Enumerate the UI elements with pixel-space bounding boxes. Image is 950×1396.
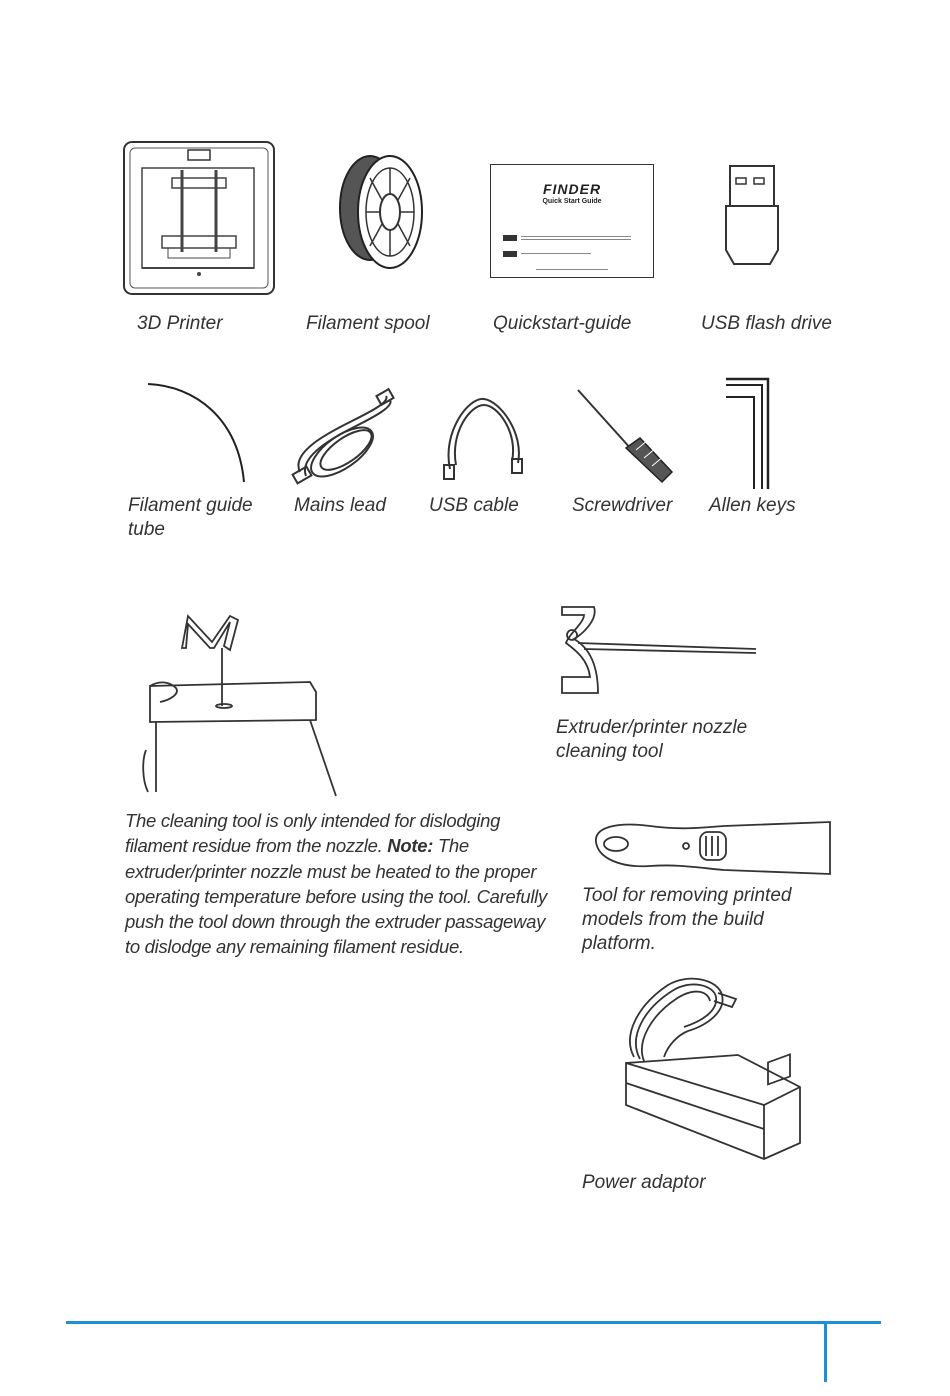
- label-usb-flash-drive: USB flash drive: [701, 313, 832, 334]
- extruder-cleaning-illustration: [140, 610, 360, 800]
- label-scraper-tool: [582, 884, 791, 956]
- label-filament-guide-tube-line2: tube: [128, 519, 165, 540]
- cleaning-tool-description: [125, 808, 555, 960]
- printer-illustration: [122, 140, 282, 300]
- label-mains-lead: Mains lead: [294, 495, 386, 516]
- label-scraper-tool-line2: models from the build: [582, 909, 764, 930]
- label-cleaning-tool-line2: cleaning tool: [556, 741, 663, 762]
- nozzle-cleaning-tool-illustration: [554, 603, 764, 698]
- guide-brand: FINDER: [542, 181, 602, 197]
- label-filament-guide-tube-line1: Filament guide: [128, 495, 253, 516]
- filament-guide-tube-illustration: [140, 378, 250, 488]
- label-filament-spool: Filament spool: [306, 313, 430, 334]
- label-scraper-tool-line3: platform.: [582, 933, 656, 954]
- label-quickstart-guide: Quickstart-guide: [493, 313, 632, 334]
- screwdriver-illustration: [574, 388, 674, 488]
- label-3d-printer: 3D Printer: [137, 313, 223, 334]
- label-allen-keys: Allen keys: [709, 495, 796, 516]
- usb-flash-drive-illustration: [722, 162, 782, 272]
- mains-lead-illustration: [290, 392, 400, 487]
- footer-rule: [66, 1321, 881, 1324]
- filament-spool-illustration: [332, 148, 432, 273]
- guide-title: Quick Start Guide: [542, 198, 602, 205]
- quickstart-guide-illustration: [490, 164, 654, 278]
- label-power-adaptor: Power adaptor: [582, 1172, 706, 1193]
- note-text: The extruder/printer nozzle must be heated to the proper operating temperature before using the tool. Carefully push the tool down through the extruder passageway to dislodge any remaining filament residue.: [125, 835, 547, 958]
- label-cleaning-tool-line1: Extruder/printer nozzle: [556, 717, 748, 738]
- label-usb-cable: USB cable: [429, 495, 519, 516]
- label-cleaning-tool: [556, 716, 747, 764]
- note-label: Note:: [387, 835, 434, 857]
- footer-divider: [824, 1324, 827, 1382]
- label-filament-guide-tube: [128, 494, 253, 542]
- label-screwdriver: Screwdriver: [572, 495, 673, 516]
- power-adaptor-illustration: [618, 975, 818, 1165]
- cleaning-tool-para1: The cleaning tool is only intended for dislodging filament residue from the nozzle.: [125, 810, 501, 857]
- usb-cable-illustration: [438, 393, 528, 483]
- label-scraper-tool-line1: Tool for removing printed: [582, 885, 792, 906]
- allen-keys-illustration: [722, 377, 782, 492]
- scraper-tool-illustration: [590, 818, 840, 878]
